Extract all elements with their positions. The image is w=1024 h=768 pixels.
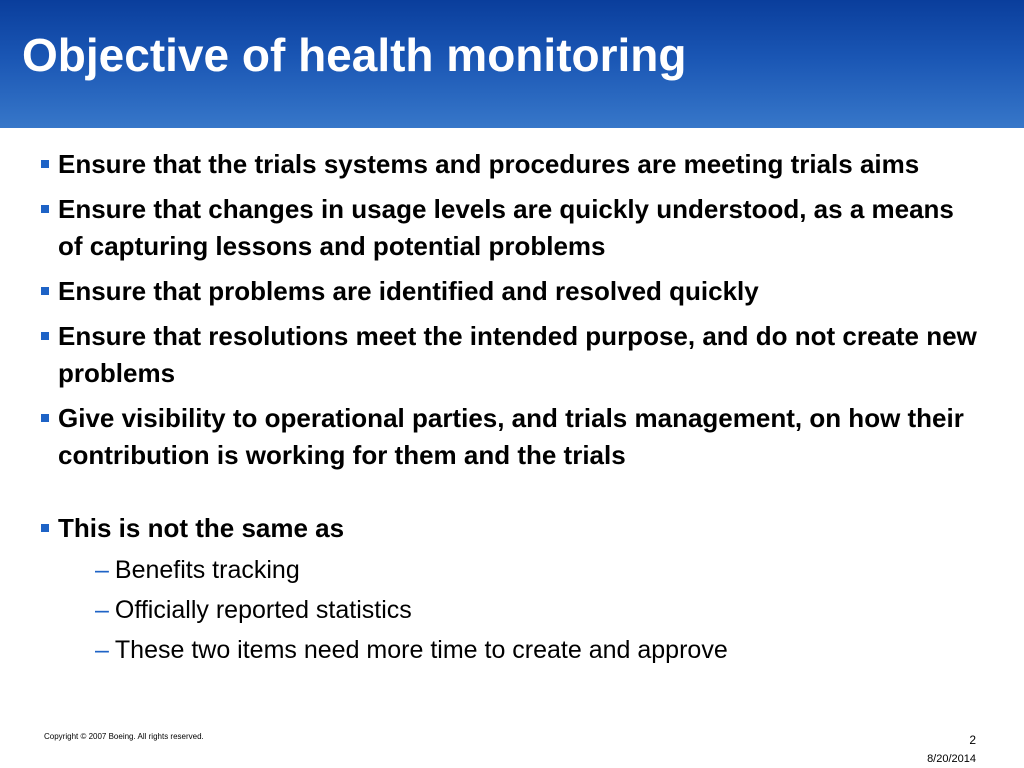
sub-bullet-text: Officially reported statistics [114,596,412,624]
title-bar [0,0,1024,128]
page-number: 2 [969,733,976,747]
bullet-item [40,318,980,392]
bullet-item [40,510,980,547]
sub-bullet-item [40,595,980,626]
dash-marker: – [95,596,109,624]
sub-bullet-text: These two items need more time to create and approve [114,636,728,664]
bullet-item [40,400,980,474]
copyright-notice: Copyright © 2007 Boeing. All rights reserved. [44,732,204,741]
square-bullet-icon [41,205,49,213]
sub-bullet-item [40,635,980,666]
square-bullet-icon [41,332,49,340]
bullet-text: Give visibility to operational parties, and trials management, on how their contribution is working for them and the trials [58,403,964,470]
dash-marker: – [95,556,109,584]
slide-content [40,146,980,675]
bullet-text: This is not the same as [58,513,345,543]
sub-bullet-text: Benefits tracking [114,556,300,584]
slide-date: 8/20/2014 [927,753,976,765]
dash-marker: – [95,636,109,664]
square-bullet-icon [41,287,49,295]
bullet-text: Ensure that changes in usage levels are quickly understood, as a means of capturing lessons and potential problems [58,194,954,261]
square-bullet-icon [41,524,49,532]
bullet-text: Ensure that resolutions meet the intended purpose, and do not create new problems [58,321,977,388]
bullet-item [40,146,980,183]
square-bullet-icon [41,160,49,168]
sub-bullet-item [40,555,980,586]
slide-title: Objective of health monitoring [22,29,687,81]
square-bullet-icon [41,414,49,422]
bullet-item [40,191,980,265]
bullet-item [40,273,980,310]
bullet-text: Ensure that problems are identified and resolved quickly [58,276,759,306]
bullet-text: Ensure that the trials systems and procedures are meeting trials aims [58,149,920,179]
